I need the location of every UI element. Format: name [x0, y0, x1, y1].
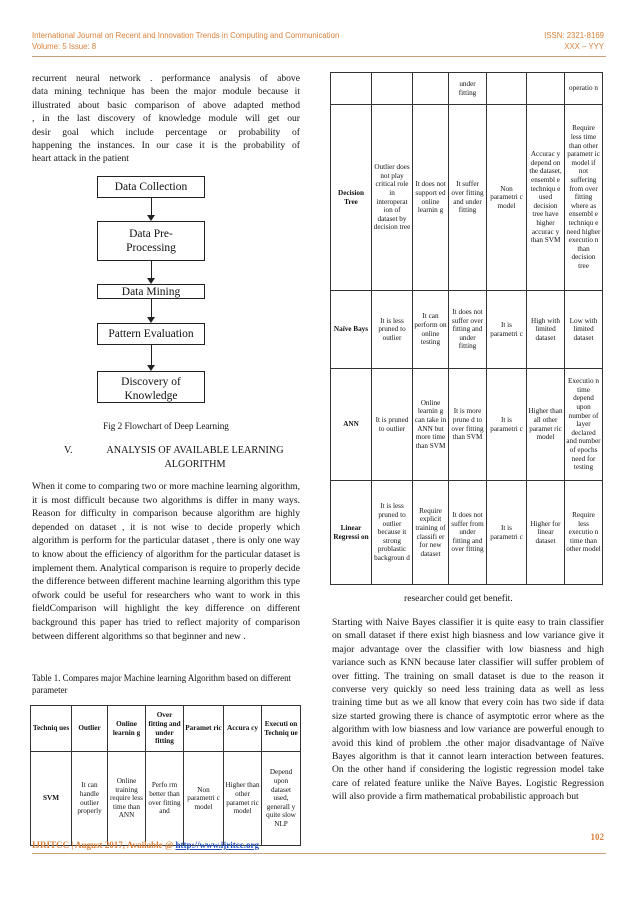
table-cell	[487, 73, 527, 105]
table-cell: It is less pruned to outlier because it strong problastic backgroun d	[372, 481, 413, 585]
header-online-learning: Online learnin g	[108, 706, 146, 752]
table-row-svm	[31, 752, 301, 846]
table-cell	[413, 73, 449, 105]
row-label: Naïve Bays	[331, 291, 372, 369]
table-cell: Online training require less time than ANN	[108, 752, 146, 846]
journal-title: International Journal on Recent and Innovation Trends in Computing and Communication	[32, 31, 340, 40]
row-label: Decision Tree	[331, 105, 372, 291]
footer-journal	[32, 840, 259, 850]
flow-box-discovery-of-knowledge: Discovery of Knowledge	[97, 371, 205, 403]
footer-text: IJRITCC | August 2017, Available @	[32, 840, 176, 850]
flow-box-pattern-evaluation: Pattern Evaluation	[97, 323, 205, 345]
table-cell: It suffer over fitting and under fitting	[449, 105, 487, 291]
header-rule	[32, 56, 606, 57]
row-label: SVM	[31, 752, 72, 846]
table-cell: It is pruned to outlier	[372, 369, 413, 481]
table-caption: Table 1. Compares major Machine learning Algorithm based on different parameter	[32, 673, 291, 695]
journal-link[interactable]: http://www.ijritcc.org	[175, 840, 259, 850]
table-row-svm-continued	[331, 73, 603, 105]
flow-box-data-mining: Data Mining	[97, 284, 205, 299]
row-label: Linear Regressi on	[331, 481, 372, 585]
row-label: ANN	[331, 369, 372, 481]
table-cell: Non parametri c model	[184, 752, 224, 846]
table-cell: It does not suffer from under fitting and over fitting	[449, 481, 487, 585]
flow-arrow	[151, 198, 152, 215]
naive-bayes-paragraph: Starting with Naive Bayes classifier it is quite easy to train classifier on small dataset if there exist high biasness and low variance give it major advantage over the classifier with low biasness and high variance such as KNN because later classifier will suffer problem of over fitting. The training on small dataset is due to the reason it converse very quickly so need less training data as well as less training time but as we all know that every coin has two side if data size started growing there is chance of asymptotic error where as the algorithm with low biasness and low variance are powerful enough to avoid this kind of problem .the other major disadvantage of Naïve Bayes algorithm is that it cannot learn interaction between features. On the other hand if considering the logistic regression model take care of related feature unlike the Naïve Bayes. Logistic Regression will also provide a firm mathematical probabilistic approach but	[332, 617, 604, 803]
table-cell: Higher for linear dataset	[527, 481, 565, 585]
table-cell: Require less time than other parametr ic model if not suffering from over fitting where as ensembl e techniqu e need higher executio n than decision tree	[565, 105, 603, 291]
table-row-ann	[331, 369, 603, 481]
continued-sentence: researcher could get benefit.	[404, 593, 513, 604]
section-title-line2: ALGORITHM	[164, 459, 226, 470]
section-body: When it come to comparing two or more machine learning algorithm, it is most difficult because two algorithms is differ in many ways. Reason for difficulty in comparison because algorithm are highly depended on dataset , it is not wise to decide properly which algorithm is perform for the particular dataset , there is only one way to know about the efficiency of algorithm for the particular dataset is implement them. Analytical comparison is require to properly decide the difference between different machine learning algorithm this type ofwork could be useful for researchers who want to work in this fieldComparison will highlight the key difference on different background this paper has tried to reflect majority of comparison between different algorithms so that beginner and new .	[32, 481, 300, 642]
table-cell: operatio n	[565, 73, 603, 105]
section-number: V.	[64, 445, 73, 456]
table-cell	[331, 73, 372, 105]
header-execution: Executi on Techniq ue	[262, 706, 301, 752]
table-row-naive-bayes	[331, 291, 603, 369]
comparison-table-part1	[30, 705, 301, 846]
flow-arrow	[151, 261, 152, 278]
header-techniques: Techniq ues	[31, 706, 72, 752]
table-cell: It is parametri c	[487, 369, 527, 481]
table-cell: It does not support ed online learnin g	[413, 105, 449, 291]
table-cell: Perfo rm better than over fitting and	[146, 752, 184, 846]
table-cell: It does not suffer over fitting and under fitting	[449, 291, 487, 369]
table-cell: It is parametri c	[487, 291, 527, 369]
flow-arrow	[151, 299, 152, 317]
table-cell: It can perform on online testing	[413, 291, 449, 369]
table-cell: Low with limited dataset	[565, 291, 603, 369]
table-cell: It can handle outlier properly	[72, 752, 108, 846]
section-title: ANALYSIS OF AVAILABLE LEARNING	[106, 445, 284, 456]
table-cell	[372, 73, 413, 105]
figure-caption: Fig 2 Flowchart of Deep Learning	[103, 421, 229, 431]
table-cell: Depend upon dataset used, generall y quite slow NLP	[262, 752, 301, 846]
header-accuracy: Accura cy	[224, 706, 262, 752]
table-cell: under fitting	[449, 73, 487, 105]
comparison-table-part2	[330, 72, 603, 585]
table-cell: It is less pruned to outlier	[372, 291, 413, 369]
header-outlier: Outlier	[72, 706, 108, 752]
table-cell: Accurac y depend on the dataset, ensembl e techniqu e used decision tree have higher accurac y than SVM	[527, 105, 565, 291]
table-row-decision-tree	[331, 105, 603, 291]
table-header-row	[31, 706, 301, 752]
intro-paragraph: recurrent neural network . performance analysis of above data mining technique has been the major module because it illustrated about basic comparison of above adapted method , in the last discovery of knowledge module will get our desir goal which include percentage or probability of happening the instances. In our case it is the probability of heart attack in the patient	[32, 73, 300, 165]
table-cell: It is parametri c	[487, 481, 527, 585]
issn: ISSN: 2321-8169	[544, 31, 604, 40]
table-cell: It is more prune d to over fitting than SVM	[449, 369, 487, 481]
table-cell	[527, 73, 565, 105]
page-range: XXX – YYY	[564, 42, 604, 51]
header-parametric: Paramet ric	[184, 706, 224, 752]
table-cell: Online learnin g can take in ANN but more time than SVM	[413, 369, 449, 481]
flow-arrow	[151, 345, 152, 365]
table-cell: Executio n time depend upon number of layer declared and number of epochs need for testing	[565, 369, 603, 481]
table-row-linear-regression	[331, 481, 603, 585]
page-number: 102	[590, 832, 604, 842]
table-cell: Require less executio n time than other model	[565, 481, 603, 585]
table-cell: High with limited dataset	[527, 291, 565, 369]
footer-rule	[32, 853, 606, 854]
table-cell: Non parametri c model	[487, 105, 527, 291]
volume-issue: Volume: 5 Issue: 8	[32, 42, 97, 51]
header-overfitting: Over fitting and under fitting	[146, 706, 184, 752]
table-cell: Require explicit training of classifi er for new dataset	[413, 481, 449, 585]
flow-box-data-preprocessing: Data Pre-Processing	[97, 221, 205, 261]
table-cell: Outlier does not play critical role in interoperat ion of dataset by decision tree	[372, 105, 413, 291]
table-cell: Higher than all other paramet ric model	[527, 369, 565, 481]
table-cell: Higher than other paramet ric model	[224, 752, 262, 846]
flow-box-data-collection: Data Collection	[97, 176, 205, 198]
